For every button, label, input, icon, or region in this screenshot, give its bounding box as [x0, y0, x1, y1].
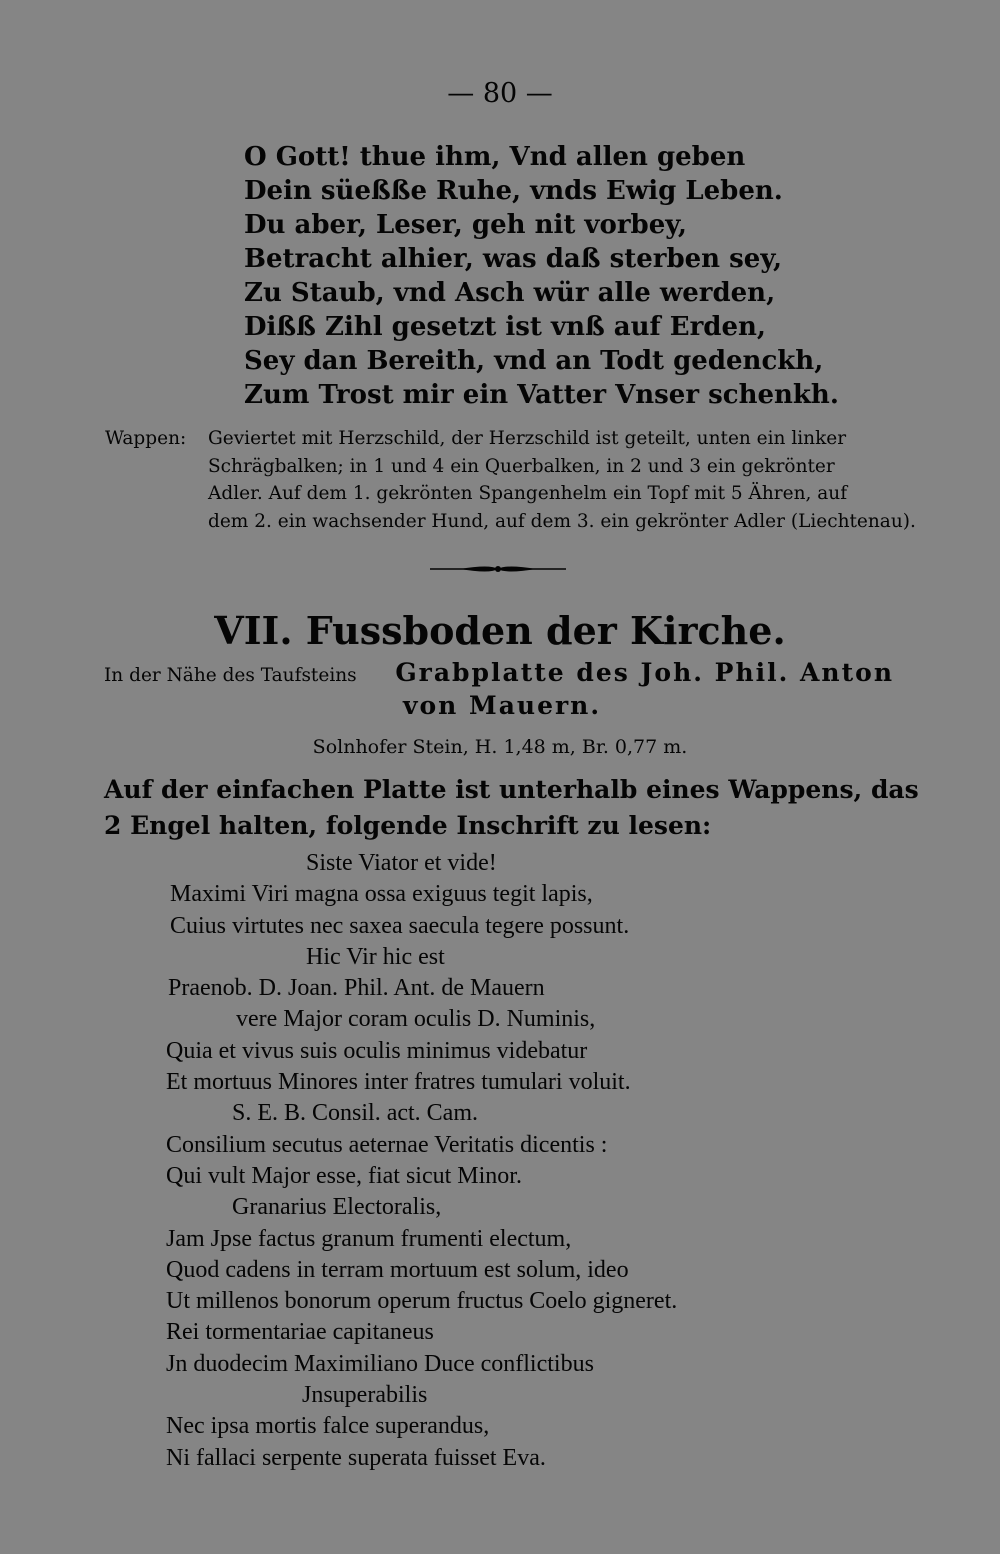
inscription-line: Cuius virtutes nec saxea saecula tegere possunt. — [170, 912, 630, 939]
inscription-line: Nec ipsa mortis falce superandus, — [166, 1413, 490, 1440]
poem-line: Dißß Zihl gesetzt ist vnß auf Erden, — [244, 312, 766, 342]
wappen-label: Wappen: — [105, 428, 187, 449]
intro-line: Auf der einfachen Platte ist unterhalb eines Wappens, das — [104, 775, 919, 804]
inscription-line: Maximi Viri magna ossa exiguus tegit lapis, — [170, 881, 593, 908]
wappen-line: Adler. Auf dem 1. gekrönten Spangenhelm ein Topf mit 5 Ähren, auf — [208, 483, 848, 504]
coat-of-arms-description — [105, 425, 916, 535]
wappen-line: Schrägbalken; in 1 und 4 ein Querbalken, in 2 und 3 ein gekrönter — [208, 455, 835, 477]
grave-slab-name-continued: von Mauern. — [402, 691, 602, 720]
inscription-block — [166, 848, 926, 1474]
location-row — [104, 658, 894, 691]
location-block — [104, 658, 894, 721]
inscription-line: Ni fallaci serpente superata fuisset Eva. — [166, 1444, 546, 1471]
inscription-line: Jn duodecim Maximiliano Duce conflictibus — [166, 1350, 594, 1377]
inscription-line: Hic Vir hic est — [306, 943, 445, 970]
inscription-line: Rei tormentariae capitaneus — [166, 1319, 434, 1346]
poem-line: Sey dan Bereith, vnd an Todt gedenckh, — [244, 346, 824, 376]
inscription-line: Et mortuus Minores inter fratres tumulari voluit. — [166, 1069, 631, 1096]
grave-slab-name: Grabplatte des Joh. Phil. Anton — [395, 658, 894, 687]
inscription-line: Ut millenos bonorum operum fructus Coelo gigneret. — [166, 1288, 678, 1315]
wappen-line: Geviertet mit Herzschild, der Herzschild ist geteilt, unten ein linker — [208, 428, 847, 449]
page-number: — 80 — — [447, 78, 553, 109]
material-dimensions: Solnhofer Stein, H. 1,48 m, Br. 0,77 m. — [312, 736, 688, 758]
poem-line: Dein süeßße Ruhe, vnds Ewig Leben. — [244, 176, 783, 206]
inscription-line: Praenob. D. Joan. Phil. Ant. de Mauern — [168, 975, 545, 1002]
inscription-line: Granarius Electoralis, — [232, 1194, 442, 1221]
poem-line: O Gott! thue ihm, Vnd allen geben — [244, 142, 746, 172]
inscription-line: Quia et vivus suis oculis minimus videbatur — [166, 1037, 588, 1064]
poem-line: Zu Staub, vnd Asch wür alle werden, — [244, 278, 776, 308]
intro-line: 2 Engel halten, folgende Inschrift zu lesen: — [104, 811, 712, 840]
poem-line: Du aber, Leser, geh nit vorbey, — [244, 210, 687, 240]
inscription-line: S. E. B. Consil. act. Cam. — [232, 1100, 478, 1127]
inscription-line: Jam Jpse factus granum frumenti electum, — [166, 1225, 572, 1252]
poem-line: Betracht alhier, was daß sterben sey, — [244, 244, 782, 274]
inscription-line: Siste Viator et vide! — [306, 850, 497, 876]
inscription-line: Quod cadens in terram mortuum est solum, ideo — [166, 1256, 629, 1283]
divider-ornament — [430, 563, 566, 575]
intro-paragraph — [104, 772, 919, 844]
poem-block — [244, 140, 944, 412]
location-prefix: In der Nähe des Taufsteins — [104, 665, 357, 686]
inscription-line: Jnsuperabilis — [302, 1382, 428, 1409]
poem-line: Zum Trost mir ein Vatter Vnser schenkh. — [244, 380, 839, 410]
section-title: VII. Fussboden der Kirche. — [214, 608, 786, 653]
inscription-line: Qui vult Major esse, fiat sicut Minor. — [166, 1162, 522, 1189]
inscription-line: vere Major coram oculis D. Numinis, — [236, 1006, 596, 1033]
inscription-line: Consilium secutus aeternae Veritatis dicentis : — [166, 1131, 608, 1158]
wappen-line: dem 2. ein wachsender Hund, auf dem 3. ein gekrönter Adler (Liechtenau). — [208, 510, 916, 532]
